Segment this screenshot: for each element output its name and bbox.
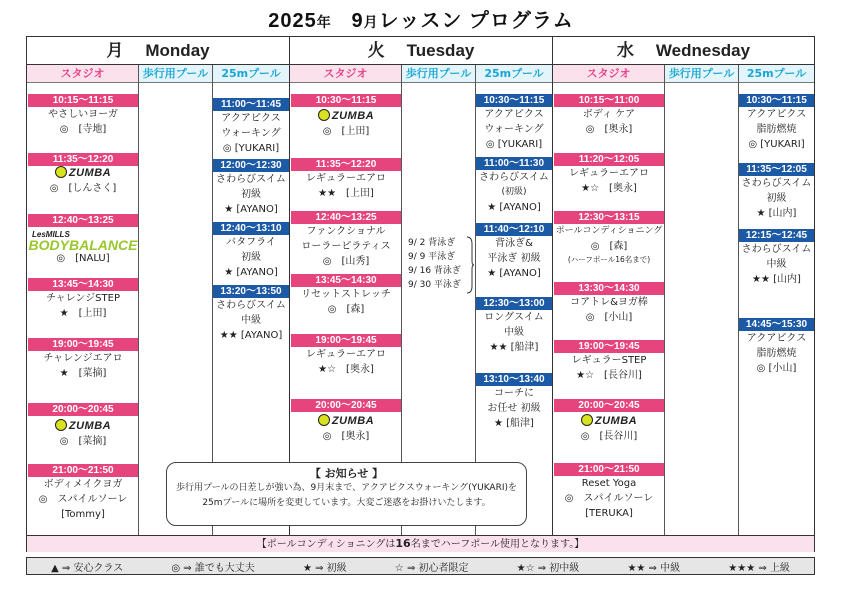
- class-name: 脂肪燃焼: [756, 124, 797, 135]
- col-head-studio: スタジオ: [553, 65, 664, 83]
- time-bar: 21:00～21:50: [28, 464, 138, 477]
- instructor: ◎ [YUKARI]: [748, 139, 805, 150]
- class-name: アクアピクス: [484, 109, 544, 120]
- class-card[interactable]: [739, 229, 814, 287]
- zumba-logo: ZUMBA: [28, 166, 138, 181]
- time-bar: 19:00～19:45: [554, 340, 664, 353]
- time-bar: 11:35～12:20: [28, 153, 138, 166]
- legend-item: ★★★ ⇒ 上級: [728, 562, 790, 574]
- class-name: ウォーキング: [221, 128, 281, 139]
- instructor: ★★ [船津]: [489, 342, 539, 353]
- time-bar: 14:45～15:30: [739, 318, 814, 331]
- notice-box: [166, 462, 527, 526]
- time-bar: 11:00～11:30: [476, 157, 552, 170]
- time-bar: 12:40～13:10: [213, 222, 289, 235]
- time-bar: 12:00～12:30: [213, 159, 289, 172]
- class-card[interactable]: [476, 297, 552, 355]
- time-bar: 10:30～11:15: [291, 94, 401, 107]
- level: 初級: [241, 252, 261, 263]
- schedule-date: 9/ 16 背泳ぎ: [408, 266, 461, 276]
- time-bar: 10:15～11:15: [28, 94, 138, 107]
- class-name: レギュラーエアロ: [569, 168, 649, 179]
- instructor: ◎ [YUKARI]: [485, 139, 543, 150]
- time-bar: 13:45～14:30: [291, 274, 401, 287]
- time-bar: 19:00～19:45: [291, 334, 401, 347]
- instructor: ★☆ [長谷川]: [576, 370, 642, 381]
- time-bar: 10:15～11:00: [554, 94, 664, 107]
- level: 初級: [241, 189, 261, 200]
- legend: [26, 557, 815, 575]
- instructor: ◎ [しんさく]: [49, 183, 117, 194]
- instructor: ★☆ [奥永]: [581, 183, 637, 194]
- level: (初級): [501, 187, 527, 197]
- zumba-icon: [581, 414, 593, 426]
- time-bar: 11:00～11:45: [213, 98, 289, 111]
- instructor: ★ [上田]: [59, 308, 107, 319]
- legend-item: ◎ ⇒ 誰でも大丈夫: [171, 562, 255, 574]
- instructor: ★★ [山内]: [752, 274, 801, 285]
- class-name: さわらびスイム: [741, 178, 812, 189]
- walk-pool-schedule: [408, 236, 472, 292]
- location: ◎ スパイルソーレ: [564, 493, 654, 504]
- instructor: ◎ [長谷川]: [580, 431, 638, 442]
- class-card[interactable]: [28, 338, 138, 381]
- class-card[interactable]: [28, 214, 138, 266]
- time-bar: 12:15～12:45: [739, 229, 814, 242]
- class-card[interactable]: [476, 223, 552, 281]
- time-bar: 12:40～13:25: [28, 214, 138, 227]
- class-name: さわらびスイム: [216, 174, 286, 185]
- time-bar: 20:00～20:45: [554, 399, 664, 412]
- time-bar: 10:30～11:15: [739, 94, 814, 107]
- zumba-logo: ZUMBA: [554, 414, 664, 429]
- level: 初級: [766, 193, 787, 204]
- instructor: ◎ [寺地]: [59, 124, 107, 135]
- schedule-date: 9/ 30 平泳ぎ: [408, 280, 461, 290]
- class-card[interactable]: [476, 373, 552, 431]
- class-card[interactable]: [28, 94, 138, 137]
- instructor: ★★ [上田]: [318, 188, 374, 199]
- class-name: アクアピクス: [746, 333, 807, 344]
- zumba-logo: ZUMBA: [291, 109, 401, 124]
- legend-item: ★☆ ⇒ 初中級: [516, 562, 580, 574]
- time-bar: 11:40～12:10: [476, 223, 552, 236]
- instructor: ◎ [YUKARI]: [222, 143, 280, 154]
- instructor: ◎ [菜摘]: [59, 436, 107, 447]
- class-card[interactable]: [291, 158, 401, 201]
- time-bar: 11:20～12:05: [554, 153, 664, 166]
- class-card[interactable]: [554, 463, 664, 521]
- class-card[interactable]: [291, 274, 401, 317]
- time-bar: 11:35～12:05: [739, 163, 814, 176]
- class-name: アクアピクス: [746, 109, 807, 120]
- instructor: ★ [山内]: [756, 208, 797, 219]
- class-card[interactable]: [476, 94, 552, 152]
- class-card[interactable]: [739, 94, 814, 152]
- class-name: ウォーキング: [484, 124, 544, 135]
- class-card[interactable]: [291, 399, 401, 444]
- class-name: チャレンジSTEP: [45, 293, 120, 304]
- notice-text: 歩行用プールの日差しが強い為、9月末まで、アクアピクスウォーキング(YUKARI)を: [175, 483, 518, 493]
- bracket-icon: [466, 236, 474, 294]
- zumba-logo: ZUMBA: [28, 419, 138, 434]
- zumba-icon: [318, 109, 330, 121]
- instructor: ◎ [NALU]: [56, 253, 110, 264]
- class-name: お任せ 初級: [487, 403, 541, 414]
- class-name: ロングスイム: [484, 312, 544, 323]
- instructor: ★ [AYANO]: [224, 204, 278, 215]
- schedule-date: 9/ 2 背泳ぎ: [408, 238, 456, 248]
- class-name: ボディメイクヨガ: [43, 479, 123, 490]
- class-card[interactable]: [213, 98, 289, 156]
- divider: [138, 65, 139, 535]
- class-card[interactable]: [554, 94, 664, 137]
- legend-item: ★ ⇒ 初級: [302, 562, 347, 574]
- col-head-studio: スタジオ: [27, 65, 138, 83]
- instructor: [Tommy]: [61, 509, 105, 520]
- class-name: ローラーピラティス: [301, 241, 391, 252]
- zumba-icon: [55, 419, 67, 431]
- instructor: ◎ [奥永]: [322, 431, 370, 442]
- time-bar: 13:45～14:30: [28, 278, 138, 291]
- class-card[interactable]: [28, 464, 138, 522]
- class-card[interactable]: [213, 285, 289, 343]
- instructor: ◎ [森]: [590, 241, 628, 252]
- level: 中級: [766, 259, 787, 270]
- instructor: ★ [AYANO]: [487, 268, 541, 279]
- notice-title: 【 お知らせ 】: [309, 467, 384, 480]
- class-card[interactable]: [739, 318, 814, 376]
- time-bar: 13:10～13:40: [476, 373, 552, 386]
- instructor: [TERUKA]: [585, 508, 633, 519]
- divider: [664, 65, 665, 535]
- time-bar: 20:00～20:45: [291, 399, 401, 412]
- col-head-walk-pool: 歩行用プール: [665, 65, 738, 83]
- class-name: やさしいヨーガ: [48, 109, 118, 120]
- class-card[interactable]: [476, 157, 552, 215]
- instructor: ★ [AYANO]: [224, 267, 278, 278]
- class-name: Reset Yoga: [581, 478, 637, 489]
- instructor: ★ [AYANO]: [487, 202, 541, 213]
- class-name: チャレンジエアロ: [43, 353, 123, 364]
- class-name: ファンクショナル: [306, 226, 386, 237]
- time-bar: 20:00～20:45: [28, 403, 138, 416]
- page-title: 2025年 9月レッスン プログラム: [268, 10, 574, 32]
- instructor: ◎ [小山]: [756, 363, 797, 374]
- level: 中級: [504, 327, 524, 338]
- divider: [289, 37, 290, 535]
- class-card[interactable]: [28, 153, 138, 196]
- time-bar: 19:00～19:45: [28, 338, 138, 351]
- class-name: ボディ ケア: [582, 109, 636, 120]
- time-bar: 12:30～13:00: [476, 297, 552, 310]
- divider: [552, 37, 553, 535]
- legend-item: ▲ ⇒ 安心クラス: [51, 562, 124, 574]
- class-card[interactable]: [28, 278, 138, 321]
- instructor: ◎ [山秀]: [322, 256, 370, 267]
- class-name: 背泳ぎ&: [495, 238, 533, 249]
- legend-item: ☆ ⇒ 初心者限定: [394, 562, 469, 574]
- time-bar: 12:40～13:25: [291, 211, 401, 224]
- note: (ハーフポール16名まで): [567, 255, 651, 264]
- instructor: ★ [菜摘]: [59, 368, 107, 379]
- legend-item: ★★ ⇒ 中級: [627, 562, 681, 574]
- instructor: ★★ [AYANO]: [219, 330, 283, 341]
- col-head-25m-pool: 25mプール: [213, 65, 289, 83]
- zumba-logo: ZUMBA: [291, 414, 401, 429]
- instructor: ★☆ [奥永]: [318, 364, 374, 375]
- class-name: バタフライ: [226, 237, 276, 248]
- class-card[interactable]: [291, 94, 401, 139]
- day-header-wednesday: 水 Wednesday: [553, 38, 814, 65]
- time-bar: 11:35～12:20: [291, 158, 401, 171]
- zumba-icon: [318, 414, 330, 426]
- class-card[interactable]: [739, 163, 814, 221]
- col-head-walk-pool: 歩行用プール: [402, 65, 475, 83]
- class-name: レギュラーSTEP: [571, 355, 647, 366]
- class-name: コアトレ&ヨガ棒: [570, 297, 648, 308]
- class-name: コーチに: [494, 388, 534, 399]
- col-head-studio: スタジオ: [290, 65, 401, 83]
- instructor: ★ [船津]: [494, 418, 534, 429]
- time-bar: 13:30～14:30: [554, 282, 664, 295]
- time-bar: 12:30～13:15: [554, 211, 664, 224]
- class-card[interactable]: [554, 153, 664, 196]
- col-head-25m-pool: 25mプール: [476, 65, 552, 83]
- class-name: ポールコンディショニング: [555, 226, 663, 236]
- notice-text: 25mプールに場所を変更しています。大変ご迷惑をお掛けいたします。: [202, 498, 491, 508]
- time-bar: 10:30～11:15: [476, 94, 552, 107]
- class-card[interactable]: [291, 211, 401, 269]
- instructor: ◎ [小山]: [585, 312, 633, 323]
- class-name: さわらびスイム: [216, 300, 286, 311]
- day-header-tuesday: 火 Tuesday: [290, 38, 552, 65]
- zumba-icon: [55, 166, 67, 178]
- class-name: レギュラーエアロ: [306, 173, 386, 184]
- class-card[interactable]: [554, 211, 664, 265]
- time-bar: 13:20～13:50: [213, 285, 289, 298]
- class-name: 平泳ぎ 初級: [487, 253, 541, 264]
- day-header-monday: 月 Monday: [27, 38, 289, 65]
- class-name: アクアピクス: [221, 113, 281, 124]
- col-head-25m-pool: 25mプール: [739, 65, 814, 83]
- bodybalance-logo: LesMILLS BODYBALANCE: [28, 230, 138, 253]
- pole-note: 【ポールコンディショニングは16名までハーフポール使用となります。】: [27, 535, 814, 552]
- class-card[interactable]: [554, 282, 664, 325]
- location: ◎ スパイルソーレ: [38, 494, 128, 505]
- class-card[interactable]: [554, 399, 664, 444]
- class-name: さわらびスイム: [741, 244, 812, 255]
- instructor: ◎ [森]: [327, 304, 365, 315]
- class-card[interactable]: [291, 334, 401, 377]
- class-name: レギュラーエアロ: [306, 349, 386, 360]
- class-card[interactable]: [213, 159, 289, 217]
- schedule-date: 9/ 9 平泳ぎ: [408, 252, 456, 262]
- col-head-walk-pool: 歩行用プール: [139, 65, 212, 83]
- instructor: ◎ [上田]: [322, 126, 370, 137]
- instructor: ◎ [奥永]: [585, 124, 633, 135]
- level: 中級: [241, 315, 261, 326]
- time-bar: 21:00～21:50: [554, 463, 664, 476]
- class-name: 脂肪燃焼: [756, 348, 797, 359]
- class-name: さわらびスイム: [479, 172, 549, 183]
- class-card[interactable]: [554, 340, 664, 383]
- class-name: リセットストレッチ: [301, 289, 391, 300]
- class-card[interactable]: [213, 222, 289, 280]
- class-card[interactable]: [28, 403, 138, 449]
